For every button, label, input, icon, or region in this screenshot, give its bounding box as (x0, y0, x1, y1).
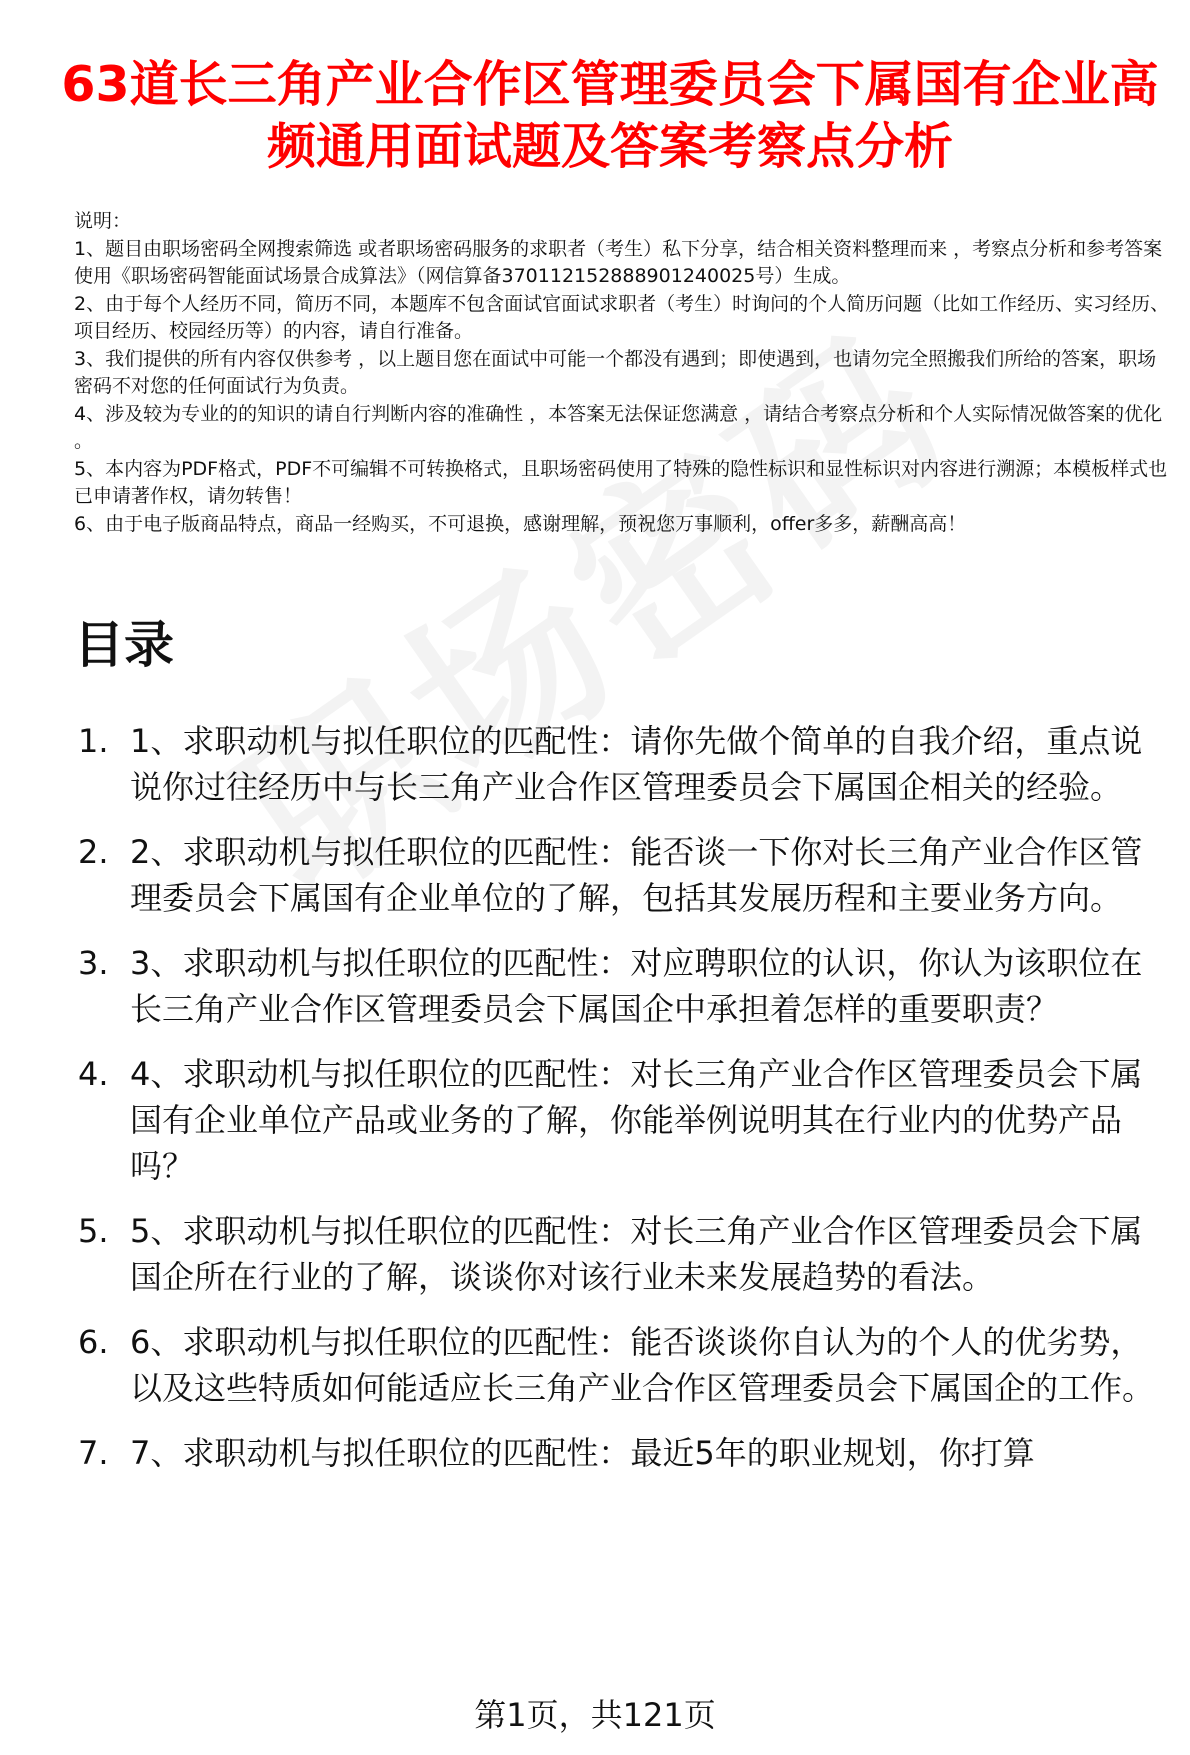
toc-item-text: 4、求职动机与拟任职位的匹配性：对长三角产业合作区管理委员会下属国有企业单位产品或业务的了解，你能举例说明其在行业内的优势产品吗？ (130, 1055, 1143, 1185)
toc-item[interactable] (74, 718, 1174, 810)
toc-item[interactable] (74, 1430, 1174, 1476)
note-item: 2、由于每个人经历不同，简历不同，本题库不包含面试官面试求职者（考生）时询问的个人简历问题（比如工作经历、实习经历、项目经历、校园经历等）的内容，请自行准备。 (74, 292, 1170, 342)
toc-item[interactable] (74, 1319, 1174, 1411)
toc-item-number: 1. (78, 722, 109, 760)
note-item: 1、题目由职场密码全网搜索筛选 或者职场密码服务的求职者（考生）私下分享，结合相关资料整理而来 ，考察点分析和参考答案使用《职场密码智能面试场景合成算法》（网信算备370112152888901240025号）生成。 (74, 237, 1163, 287)
note-item: 5、本内容为PDF格式，PDF不可编辑不可转换格式，且职场密码使用了特殊的隐性标识和显性标识对内容进行溯源；本模板样式也已申请著作权，请勿转售！ (74, 457, 1168, 507)
toc-item-number: 4. (78, 1055, 109, 1093)
page-footer: 第1页，共121页 (474, 1696, 716, 1734)
toc-item-number: 7. (78, 1434, 109, 1472)
toc-item-text: 2、求职动机与拟任职位的匹配性：能否谈一下你对长三角产业合作区管理委员会下属国有企业单位的了解，包括其发展历程和主要业务方向。 (130, 833, 1143, 917)
toc-item-number: 2. (78, 833, 109, 871)
notes-section (74, 208, 1174, 538)
toc-item-number: 5. (78, 1212, 109, 1250)
toc-item-number: 6. (78, 1323, 109, 1361)
toc-heading: 目录 (74, 616, 174, 674)
toc-item-text: 5、求职动机与拟任职位的匹配性：对长三角产业合作区管理委员会下属国企所在行业的了解，谈谈你对该行业未来发展趋势的看法。 (130, 1212, 1143, 1296)
note-item: 3、我们提供的所有内容仅供参考 ，以上题目您在面试中可能一个都没有遇到；即使遇到，也请勿完全照搬我们所给的答案，职场密码不对您的任何面试行为负责。 (74, 347, 1157, 397)
toc-item-text: 6、求职动机与拟任职位的匹配性：能否谈谈你自认为的个人的优劣势，以及这些特质如何能适应长三角产业合作区管理委员会下属国企的工作。 (130, 1323, 1155, 1407)
note-item: 4、涉及较为专业的的知识的请自行判断内容的准确性 ，本答案无法保证您满意 ，请结合考察点分析和个人实际情况做答案的优化 。 (74, 402, 1163, 452)
notes-heading: 说明： (74, 210, 132, 232)
toc-item-number: 3. (78, 944, 109, 982)
toc-item-text: 7、求职动机与拟任职位的匹配性：最近5年的职业规划，你打算 (130, 1434, 1035, 1472)
toc-item[interactable] (74, 1051, 1174, 1189)
document-title: 63道长三角产业合作区管理委员会下属国有企业高频通用面试题及答案考察点分析 (61, 56, 1159, 175)
toc-item-text: 1、求职动机与拟任职位的匹配性：请你先做个简单的自我介绍，重点说说你过往经历中与长三角产业合作区管理委员会下属国企相关的经验。 (130, 722, 1143, 806)
toc-item-text: 3、求职动机与拟任职位的匹配性：对应聘职位的认识，你认为该职位在长三角产业合作区管理委员会下属国企中承担着怎样的重要职责？ (130, 944, 1143, 1028)
table-of-contents (74, 718, 1174, 1495)
toc-item[interactable] (74, 940, 1174, 1032)
note-item: 6、由于电子版商品特点，商品一经购买，不可退换，感谢理解，预祝您万事顺利，offer多多，薪酬高高！ (74, 512, 967, 535)
toc-item[interactable] (74, 1208, 1174, 1300)
toc-item[interactable] (74, 829, 1174, 921)
